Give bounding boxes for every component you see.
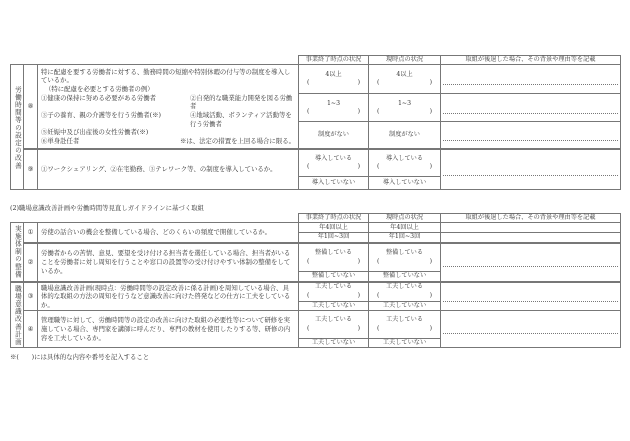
question: 特に配慮を要する労働者に対する、勤務時間の短縮や特別休暇の付与等の制度を導入しているか。 （特に配慮を必要とする労働者の例） ①健康の保持に努める必要がある労働者 ②自発的な職業能力開発を図る労働者 ③子の養育、親の介護等を行う労働者(※) ④地域活動、ボランティア活動等を行う労働者 ⑤妊娠中及び出産後の女性労働者(※) ⑥単身赴任者 ※は、法定の措置を上回る場合に限る。 (38, 65, 299, 149)
option-current[interactable]: 1~3 ( ) (369, 94, 441, 122)
option-end[interactable]: 工夫していない (299, 302, 369, 311)
reason-field[interactable] (441, 223, 621, 233)
option-current[interactable]: 工夫していない (369, 339, 441, 348)
option-current[interactable]: 導入している ( ) (369, 149, 441, 177)
row-number: ⑨ (24, 149, 38, 190)
group-label: 労働時間等の設定の改善 (11, 65, 24, 190)
option-end[interactable]: 導入している ( ) (299, 149, 369, 177)
reason-field[interactable] (441, 94, 621, 122)
option-current[interactable]: 制度がない (369, 122, 441, 149)
reason-field[interactable] (441, 311, 621, 348)
row-number: ② (24, 243, 38, 282)
reason-field[interactable] (441, 243, 621, 282)
option-end[interactable]: 導入していない (299, 177, 369, 190)
row-number: ① (24, 223, 38, 243)
option-end[interactable]: 工夫していない (299, 339, 369, 348)
group-label: 職場意識改善計画 (11, 282, 24, 348)
option-current[interactable]: 4以上 ( ) (369, 65, 441, 94)
row-number: ⑧ (24, 65, 38, 149)
header-current-status: 現時点の状況 (369, 214, 441, 223)
option-current[interactable]: 整備している ( ) (369, 243, 441, 272)
question: ①ワークシェアリング、②在宅勤務、③テレワーク等、の制度を導入しているか。 (38, 149, 299, 190)
option-current[interactable]: 工夫している ( ) (369, 311, 441, 339)
header-reason: 取組が後退した場合、その背景や理由等を記載 (441, 56, 621, 65)
option-current[interactable]: 工夫していない (369, 302, 441, 311)
question: 労働者からの苦情、意見、要望を受け付ける担当者を選任している場合、担当者がいることを労働者に対し周知を行うことや窓口の設置等の受け付けやすい体制の整備をしているか。 (38, 243, 299, 282)
header-reason: 取組が後退した場合、その背景や理由等を記載 (441, 214, 621, 223)
section2-title: (2)職場意識改善計画や労働時間等見直しガイドラインに基づく取組 (10, 204, 204, 212)
reason-field[interactable] (441, 233, 621, 243)
reason-field[interactable] (441, 65, 621, 94)
footnote: ※( )には具体的な内容や番号を記入すること (10, 353, 150, 361)
reason-field[interactable] (441, 149, 621, 190)
option-current[interactable]: 年4回以上 (369, 223, 441, 233)
option-end[interactable]: 整備していない (299, 272, 369, 282)
option-current[interactable]: 年1回~3回 (369, 233, 441, 243)
option-end[interactable]: 工夫している ( ) (299, 282, 369, 302)
option-end[interactable]: 1~3 ( ) (299, 94, 369, 122)
reason-field[interactable] (441, 122, 621, 149)
row-number: ③ (24, 282, 38, 311)
table-section2 (10, 213, 621, 348)
group-label: 実施体制の整備 (11, 223, 24, 282)
option-end[interactable]: 年1回~3回 (299, 233, 369, 243)
option-end[interactable]: 整備している ( ) (299, 243, 369, 272)
option-current[interactable]: 工夫している ( ) (369, 282, 441, 302)
option-end[interactable]: 制度がない (299, 122, 369, 149)
reason-field[interactable] (441, 282, 621, 311)
option-end[interactable]: 工夫している ( ) (299, 311, 369, 339)
question: 労使の話合いの機会を整備している場合、どのくらいの頻度で開催しているか。 (38, 223, 299, 243)
question: 職場意識改善計画(現時点：労働時間等の設定改善に係る計画)を周知している場合、具体的な取組の方法の周知を行うなど意識改善に向けた啓発などの仕方に工夫をしているか。 (38, 282, 299, 311)
header-end-status: 事業終了時点の状況 (299, 56, 369, 65)
header-current-status: 現時点の状況 (369, 56, 441, 65)
question: 管理職等に対して、労働時間等の設定の改善に向けた取組の必要性等について研修を実施している場合、専門家を講師に呼んだり、専門の教材を使用したりする等、研修の内容を工夫しているか。 (38, 311, 299, 348)
table-section1 (10, 55, 621, 190)
option-current[interactable]: 導入していない (369, 177, 441, 190)
option-end[interactable]: 年4回以上 (299, 223, 369, 233)
option-end[interactable]: 4以上 ( ) (299, 65, 369, 94)
row-number: ④ (24, 311, 38, 348)
header-end-status: 事業終了時点の状況 (299, 214, 369, 223)
option-current[interactable]: 整備していない (369, 272, 441, 282)
